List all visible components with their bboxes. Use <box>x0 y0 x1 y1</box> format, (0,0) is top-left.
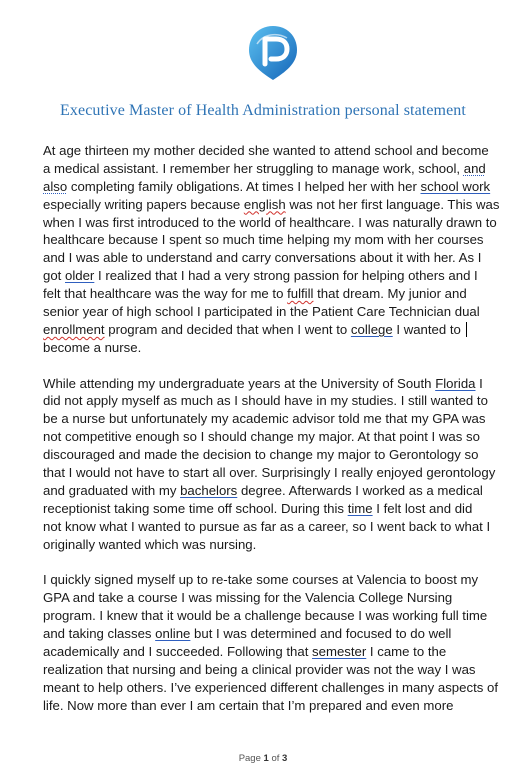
text-line <box>43 214 513 232</box>
text-run: academically and I succeeded. Following that <box>43 643 313 659</box>
text-run: meant to help others. I’ve experienced different challenges in many aspects of <box>43 679 498 695</box>
text-run: program and decided that when I went to <box>104 321 351 337</box>
text-run: healthcare because I spent so much time helping my mom with her courses <box>43 232 484 248</box>
grammar-flag: Florida <box>435 375 476 391</box>
text-run: got <box>43 268 65 284</box>
text-line <box>43 142 513 160</box>
text-run: be a nurse but unfortunately my academic advisor told me that my GPA was <box>43 411 486 427</box>
text-line <box>43 464 513 482</box>
text-run: While attending my undergraduate years at the University of South <box>43 375 436 391</box>
text-line <box>43 196 513 214</box>
grammar-flag: school work <box>420 178 491 194</box>
text-line <box>43 661 513 679</box>
spelling-flag: fulfill <box>287 286 314 302</box>
text-line <box>43 607 513 625</box>
text-run: I quickly signed myself up to re-take some courses at Valencia to boost my <box>43 572 479 588</box>
grammar-flag: bachelors <box>180 482 238 498</box>
text-run: was not her first language. This was <box>285 196 500 212</box>
text-run: GPA and take a course I was missing for the Valencia College Nursing <box>43 590 453 606</box>
grammar-flag: and <box>463 160 486 176</box>
text-run: senior year of high school I participated in the Patient Care Technician dual <box>43 304 480 320</box>
text-line <box>43 536 513 554</box>
text-line <box>43 375 513 393</box>
document-title: Executive Master of Health Administration personal statement <box>60 102 466 119</box>
text-run: life. Now more than ever I am certain that I’m prepared and even more <box>43 697 454 713</box>
grammar-flag: college <box>350 321 393 337</box>
text-line <box>43 589 513 607</box>
grammar-flag: semester <box>312 643 367 659</box>
page-footer <box>0 753 526 764</box>
text-run: especially writing papers because <box>43 196 244 212</box>
text-run: I wanted to <box>392 321 465 337</box>
text-run: I <box>475 375 483 391</box>
text-run: originally wanted which was nursing. <box>43 536 257 552</box>
logo-icon <box>247 24 299 82</box>
text-run: that dream. My junior and <box>313 286 467 302</box>
text-run: not competitive enough so I should change my major. At that point I was so <box>43 429 480 445</box>
grammar-flag: online <box>155 626 191 642</box>
text-line <box>43 679 513 697</box>
text-run: and graduated with my <box>43 482 181 498</box>
grammar-flag: time <box>347 500 373 516</box>
text-line <box>43 697 513 715</box>
text-line <box>43 249 513 267</box>
paragraph-gap <box>43 357 513 375</box>
text-line <box>43 428 513 446</box>
spelling-flag: english <box>243 196 286 212</box>
text-run: discouraged and made the decision to change my major to Gerontology so <box>43 447 479 463</box>
text-run: I realized that I had a very strong passion for helping others and I <box>94 268 478 284</box>
grammar-flag: older <box>65 268 95 284</box>
text-run: when I was first introduced to the world of healthcare. I was naturally drawn to <box>43 214 497 230</box>
text-run: not know what I wanted to pursue as far as a career, so I went back to what I <box>43 518 491 534</box>
text-run: and taking classes <box>43 626 156 642</box>
text-line <box>43 339 513 357</box>
paragraph <box>43 142 513 357</box>
text-line <box>43 410 513 428</box>
grammar-flag: also <box>43 178 68 194</box>
document-body[interactable] <box>43 142 513 715</box>
text-run: but I was determined and focused to do well <box>190 626 452 642</box>
paragraph-gap <box>43 553 513 571</box>
text-line <box>43 571 513 589</box>
text-run: I came to the <box>366 643 447 659</box>
text-line <box>43 178 513 196</box>
text-line <box>43 500 513 518</box>
text-line <box>43 446 513 464</box>
text-run: At age thirteen my mother decided she wanted to attend school and become <box>43 143 489 158</box>
text-line <box>43 303 513 321</box>
text-run: a medical assistant. I remember her struggling to manage work, school, <box>43 160 464 176</box>
text-line <box>43 625 513 643</box>
text-run: did not apply myself as much as I should have in my studies. I still wanted to <box>43 393 488 409</box>
text-line <box>43 160 513 178</box>
text-line <box>43 267 513 285</box>
text-run: I felt lost and did <box>372 500 473 516</box>
text-run: degree. Afterwards I worked as a medical <box>237 482 483 498</box>
text-line <box>43 392 513 410</box>
text-run: and I was able to understand and carry conversations about it with her. As I <box>43 250 482 266</box>
footer-middle: of <box>268 753 283 764</box>
footer-total-pages: 3 <box>282 753 288 764</box>
footer-current-page: 1 <box>263 753 269 764</box>
text-run: completing family obligations. At times I helped her with her <box>67 178 421 194</box>
paragraph <box>43 375 513 554</box>
text-run: felt that healthcare was the way for me to <box>43 286 288 302</box>
text-run: realization that nursing and being a clinical provider was not the way I was <box>43 661 476 677</box>
text-line <box>43 285 513 303</box>
text-run: receptionist taking some time off school. During this <box>43 500 348 516</box>
text-line <box>43 231 513 249</box>
text-line <box>43 518 513 536</box>
paragraph <box>43 571 513 714</box>
spelling-flag: enrollment <box>43 321 105 337</box>
text-line <box>43 321 513 339</box>
text-cursor <box>466 322 467 337</box>
text-run: become a nurse. <box>43 339 142 355</box>
text-line <box>43 643 513 661</box>
text-line <box>43 482 513 500</box>
text-run: that I would not have to start all over. Surprisingly I really enjoyed gerontology <box>43 465 496 481</box>
text-run: program. I knew that it would be a challenge because I was working full time <box>43 608 488 624</box>
footer-prefix: Page <box>238 753 264 764</box>
